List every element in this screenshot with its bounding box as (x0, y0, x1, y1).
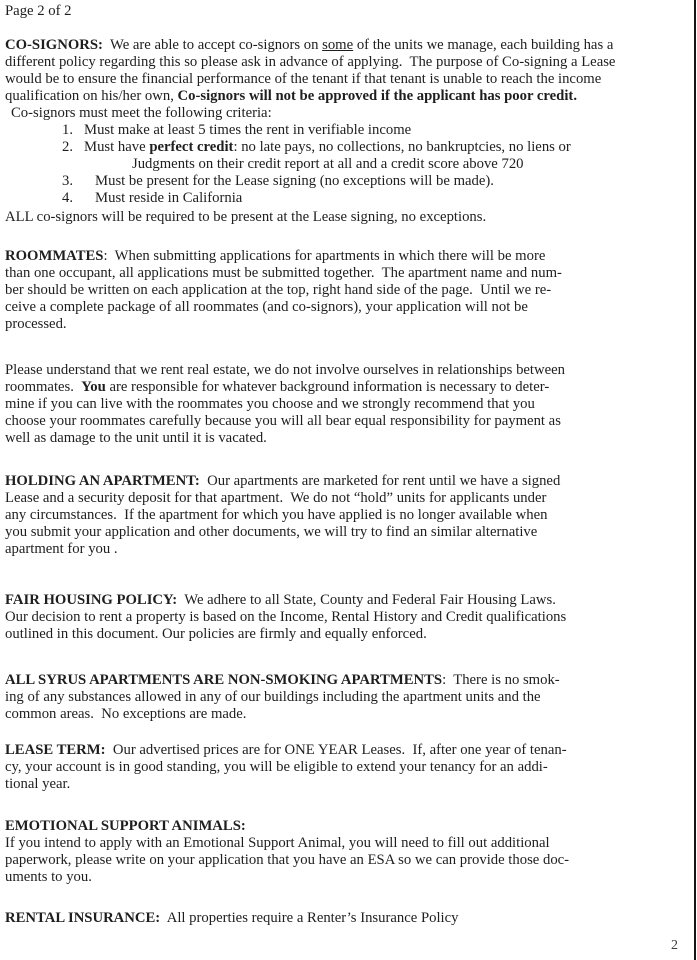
scan-edge-line (694, 0, 696, 960)
text-run: We are able to accept co-signors on (102, 37, 323, 53)
roommates-section (5, 248, 693, 333)
text-run: If you intend to apply with an Emotional Support Animal, you will need to fill out additional (5, 835, 550, 851)
text-line (5, 706, 693, 723)
text-run: well as damage to the unit until it is vacated. (5, 430, 267, 446)
text-run: than one occupant, all applications must be submitted together. The apartment name and num- (5, 265, 562, 281)
lease-term-heading: LEASE TERM: (5, 742, 106, 758)
text-run: Co-signors will not be approved if the applicant has poor credit. (177, 88, 577, 104)
text-line (5, 209, 693, 226)
text-line (5, 776, 693, 793)
roommates-heading: ROOMMATES (5, 248, 104, 264)
text-line (5, 524, 693, 541)
text-run: outlined in this document. Our policies are firmly and equally enforced. (5, 626, 427, 642)
text-run: cy, your account is in good standing, you will be eligible to extend your tenancy for an addi- (5, 759, 548, 775)
text-run: ber should be written on each application at the top, right hand side of the page. Until we re- (5, 282, 552, 298)
text-line (5, 299, 693, 316)
text-line (5, 490, 693, 507)
text-run: ceive a complete package of all roommates (and co-signors), your application will not be (5, 299, 528, 315)
holding-apartment-section (5, 473, 693, 558)
all-co-signors-note (5, 209, 693, 226)
text-run: Our decision to rent a property is based on the Income, Rental History and Credit qualifications (5, 609, 567, 625)
text-line (5, 282, 693, 299)
text-run: any circumstances. If the apartment for which you have applied is no longer available when (5, 507, 548, 523)
text-run: common areas. No exceptions are made. (5, 706, 247, 722)
fair-housing-section (5, 592, 693, 643)
text-run: would be to ensure the financial performance of the tenant if that tenant is unable to reach the income (5, 71, 602, 87)
holding-apartment-heading: HOLDING AN APARTMENT: (5, 473, 200, 489)
text-run: Co-signors must meet the following criteria: (11, 105, 272, 121)
text-run: Please understand that we rent real estate, we do not involve ourselves in relationships between (5, 362, 565, 378)
text-run: Our apartments are marketed for rent until we have a signed (199, 473, 561, 489)
text-line (5, 71, 693, 88)
co-signor-criteria-list (5, 122, 693, 207)
text-run: We adhere to all State, County and Federal Fair Housing Laws. (177, 592, 556, 608)
text-line (5, 910, 693, 927)
text-line (5, 396, 693, 413)
text-line (5, 379, 693, 396)
document-body (5, 3, 693, 927)
text-line (5, 609, 693, 626)
text-run: : When submitting applications for apartments in which there will be more (103, 248, 546, 264)
text-run: processed. (5, 316, 67, 332)
text-run: ALL co-signors will be required to be present at the Lease signing, no exceptions. (5, 209, 487, 225)
text-line (5, 3, 693, 20)
non-smoking-heading: ALL SYRUS APARTMENTS ARE NON-SMOKING APARTMENTS (5, 672, 443, 688)
text-line (5, 742, 693, 759)
text-line (5, 430, 693, 447)
co-signors-section (5, 37, 693, 122)
text-run: 4. Must reside in California (62, 190, 243, 206)
text-run: paperwork, please write on your application that you have an ESA so we can provide those doc- (5, 852, 570, 868)
text-line (5, 541, 693, 558)
text-run: perfect credit (149, 139, 234, 155)
text-line (5, 507, 693, 524)
text-line (5, 88, 693, 105)
text-run: different policy regarding this so please ask in advance of applying. The purpose of Co-signing a Lease (5, 54, 616, 70)
page-header-text: Page 2 of 2 (5, 3, 72, 19)
text-run: 1. Must make at least 5 times the rent in verifiable income (62, 122, 412, 138)
text-run: 3. Must be present for the Lease signing (no exceptions will be made). (62, 173, 494, 189)
page-number: 2 (671, 938, 678, 953)
text-run: you submit your application and other documents, we will try to find an similar alternative (5, 524, 538, 540)
text-run: Lease and a security deposit for that apartment. We do not “hold” units for applicants under (5, 490, 547, 506)
text-line (5, 316, 693, 333)
text-line (5, 473, 693, 490)
lease-term-section (5, 742, 693, 793)
text-line (5, 105, 693, 122)
text-line (5, 173, 693, 190)
esa-section (5, 818, 693, 886)
text-line (5, 852, 693, 869)
text-run: qualification on his/her own, (5, 88, 178, 104)
text-run: You (81, 379, 106, 395)
page-header (5, 3, 693, 20)
text-run: choose your roommates carefully because you will all bear equal responsibility for payment as (5, 413, 561, 429)
text-line (5, 362, 693, 379)
text-line (5, 156, 693, 173)
text-run: 2. Must have (62, 139, 150, 155)
text-line (5, 818, 693, 835)
co-signors-heading: CO-SIGNORS: (5, 37, 103, 53)
text-line (5, 265, 693, 282)
text-line (5, 592, 693, 609)
text-run: are responsible for whatever background information is necessary to deter- (105, 379, 550, 395)
text-line (5, 139, 693, 156)
text-line (5, 626, 693, 643)
text-run: ing of any substances allowed in any of our buildings including the apartment units and the (5, 689, 541, 705)
esa-heading: EMOTIONAL SUPPORT ANIMALS: (5, 818, 246, 834)
text-run: tional year. (5, 776, 71, 792)
text-line (5, 248, 693, 265)
rental-insurance-heading: RENTAL INSURANCE: (5, 910, 161, 926)
text-run: of the units we manage, each building has a (353, 37, 614, 53)
text-line (5, 759, 693, 776)
text-run: some (322, 37, 354, 53)
text-line (5, 689, 693, 706)
text-line (5, 835, 693, 852)
text-run: uments to you. (5, 869, 92, 885)
text-run: Judgments on their credit report at all and a credit score above 720 (132, 156, 524, 172)
text-run: : no late pays, no collections, no bankruptcies, no liens or (233, 139, 571, 155)
text-line (5, 869, 693, 886)
text-line (5, 122, 693, 139)
text-line (5, 672, 693, 689)
text-run: mine if you can live with the roommates you choose and we strongly recommend that you (5, 396, 535, 412)
non-smoking-section (5, 672, 693, 723)
text-line (5, 37, 693, 54)
text-line (5, 413, 693, 430)
text-run: : There is no smok- (442, 672, 560, 688)
text-run: apartment for you . (5, 541, 118, 557)
text-run: Our advertised prices are for ONE YEAR Leases. If, after one year of tenan- (105, 742, 567, 758)
rental-insurance-section (5, 910, 693, 927)
fair-housing-heading: FAIR HOUSING POLICY: (5, 592, 178, 608)
text-run: All properties require a Renter’s Insurance Policy (160, 910, 459, 926)
text-line (5, 190, 693, 207)
text-line (5, 54, 693, 71)
text-run: roommates. (5, 379, 82, 395)
roommates-disclaimer (5, 362, 693, 447)
